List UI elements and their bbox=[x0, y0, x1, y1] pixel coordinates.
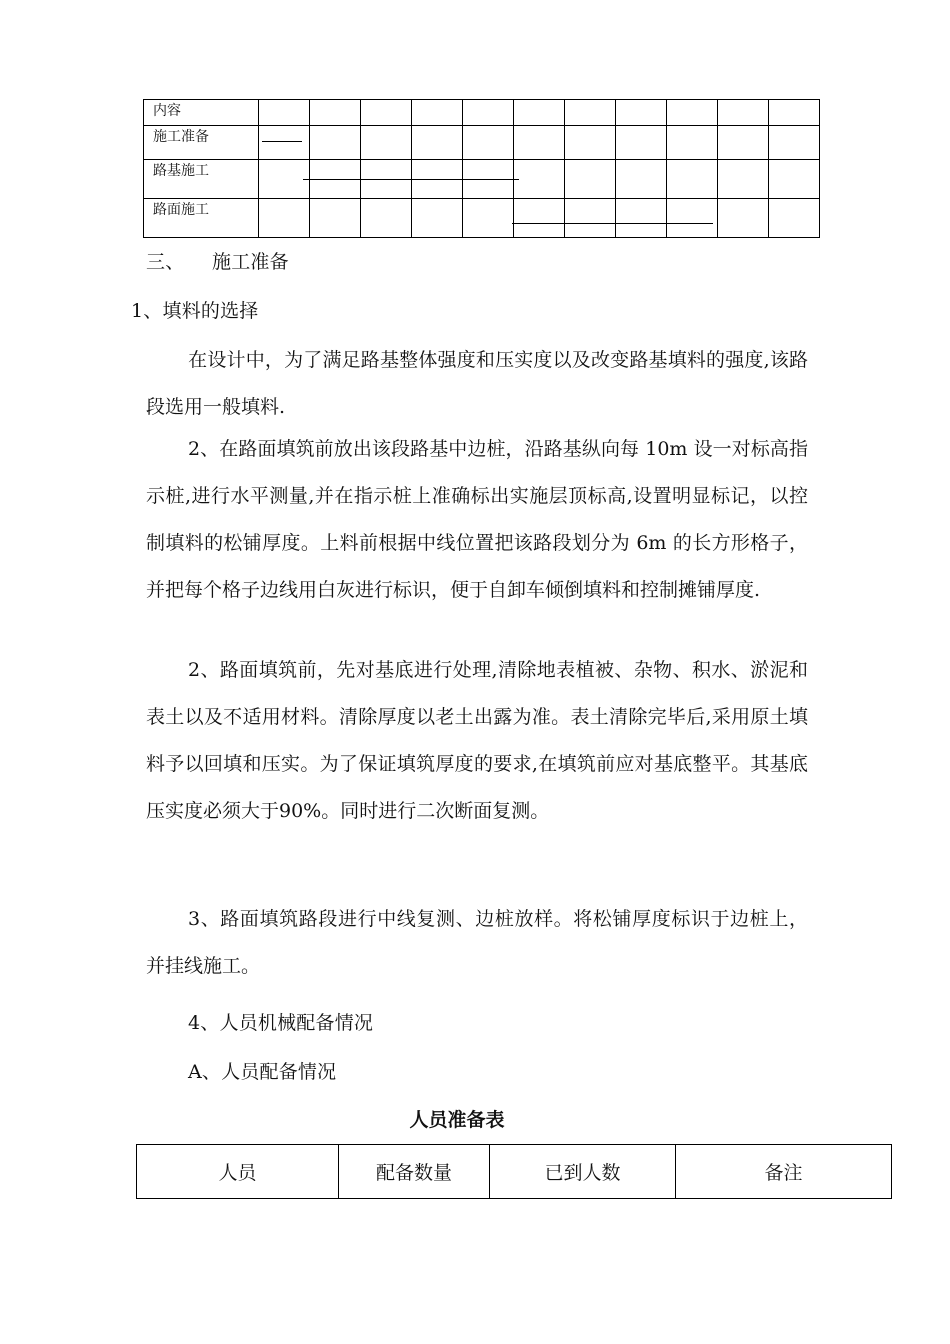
schedule-table bbox=[143, 99, 820, 238]
schedule-row bbox=[144, 100, 820, 126]
subheading-fill-selection: 1、填料的选择 bbox=[131, 300, 259, 322]
staff-col-header: 备注 bbox=[676, 1145, 892, 1199]
staff-table-title: 人员准备表 bbox=[409, 1109, 505, 1131]
gantt-bar-subgrade bbox=[303, 179, 519, 180]
paragraph: 3、路面填筑路段进行中线复测、边桩放样。将松铺厚度标识于边桩上，并挂线施工。 bbox=[146, 908, 808, 977]
schedule-row-label: 内容 bbox=[144, 100, 259, 126]
staff-table-header-row bbox=[137, 1145, 892, 1199]
paragraph: 2、路面填筑前，先对基底进行处理,清除地表植被、杂物、积水、淤泥和表土以及不适用材料。清除厚度以老土出露为准。表土清除完毕后,采用原土填料予以回填和压实。为了保证填筑厚度的要求,在填筑前应对基底整平。其基底压实度必须大于90%。同时进行二次断面复测。 bbox=[146, 659, 808, 822]
staff-col-header: 已到人数 bbox=[490, 1145, 676, 1199]
schedule-row-label: 路面施工 bbox=[144, 199, 259, 238]
paragraph: 2、在路面填筑前放出该段路基中边桩，沿路基纵向每 10m 设一对标高指示桩,进行水平测量,并在指示桩上准确标出实施层顶标高,设置明显标记，以控制填料的松铺厚度。上料前根据中线位置把该路段划分为 6m 的长方形格子，并把每个格子边线用白灰进行标识，便于自卸车倾倒填料和控制摊铺厚度. bbox=[146, 438, 808, 601]
staff-col-header: 人员 bbox=[137, 1145, 339, 1199]
section-number: 三、 bbox=[146, 251, 185, 273]
section-title: 施工准备 bbox=[212, 251, 289, 273]
schedule-row-label: 施工准备 bbox=[144, 126, 259, 160]
staff-table bbox=[136, 1144, 892, 1199]
schedule-row bbox=[144, 199, 820, 238]
schedule-row bbox=[144, 126, 820, 160]
heading-staff-machinery: 4、人员机械配备情况 bbox=[188, 1012, 374, 1034]
schedule-row-label: 路基施工 bbox=[144, 160, 259, 199]
gantt-bar-pavement bbox=[512, 223, 713, 224]
gantt-bar-preparation bbox=[262, 141, 302, 142]
heading-staff: A、人员配备情况 bbox=[188, 1061, 337, 1083]
staff-col-header: 配备数量 bbox=[339, 1145, 490, 1199]
paragraph: 在设计中，为了满足路基整体强度和压实度以及改变路基填料的强度,该路段选用一般填料. bbox=[146, 349, 808, 418]
